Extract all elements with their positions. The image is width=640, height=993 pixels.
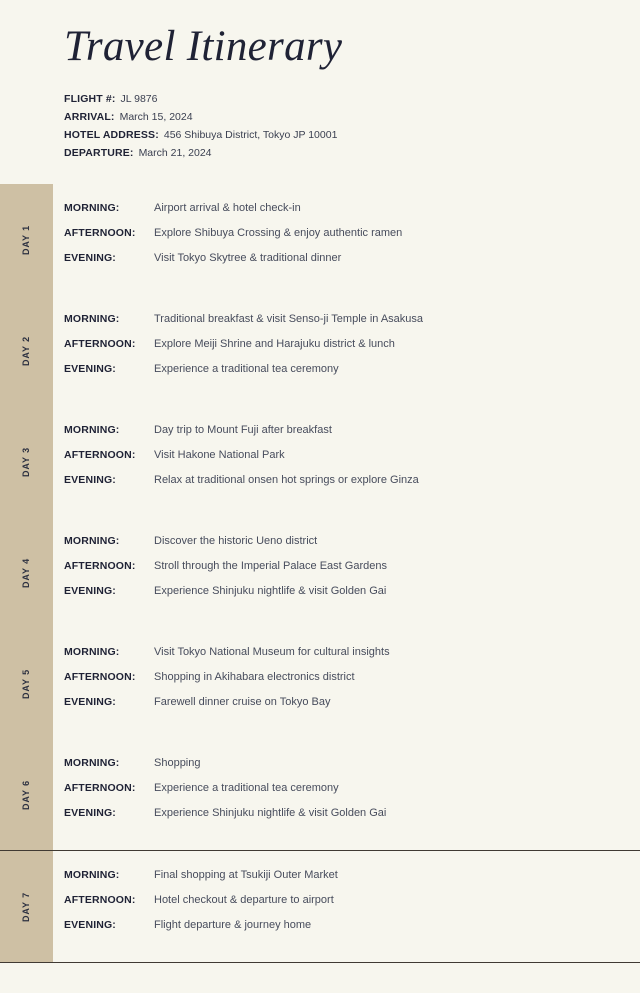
slot-row-morning-3	[64, 424, 640, 449]
slot-row-evening-5	[64, 696, 640, 721]
meta-value-arrival: March 15, 2024	[119, 111, 193, 123]
slot-label-evening-4: EVENING:	[64, 585, 116, 597]
day-block-2	[0, 295, 640, 406]
slot-row-afternoon-3	[64, 449, 640, 474]
trip-meta-list	[64, 90, 640, 162]
slot-activity-afternoon-6: Experience a traditional tea ceremony	[154, 782, 339, 794]
meta-value-departure: March 21, 2024	[138, 147, 212, 159]
slot-row-afternoon-1	[64, 227, 640, 252]
slot-label-evening-1: EVENING:	[64, 252, 116, 264]
slot-activity-evening-7: Flight departure & journey home	[154, 919, 312, 931]
slot-row-evening-4	[64, 585, 640, 610]
day-tab-3	[0, 406, 53, 517]
slot-activity-morning-6: Shopping	[154, 757, 201, 769]
slot-label-afternoon-6: AFTERNOON:	[64, 782, 136, 794]
slot-row-morning-7	[64, 869, 640, 894]
slot-activity-morning-7: Final shopping at Tsukiji Outer Market	[154, 869, 338, 881]
slot-label-evening-3: EVENING:	[64, 474, 116, 486]
slot-row-afternoon-4	[64, 560, 640, 585]
slot-label-afternoon-7: AFTERNOON:	[64, 894, 136, 906]
day-tab-2	[0, 295, 53, 406]
slot-activity-evening-2: Experience a traditional tea ceremony	[154, 363, 339, 375]
meta-label-flight: FLIGHT #:	[64, 93, 116, 105]
slot-row-evening-2	[64, 363, 640, 388]
meta-row-arrival	[64, 108, 640, 126]
slot-label-evening-5: EVENING:	[64, 696, 116, 708]
day-block-1	[0, 184, 640, 295]
slot-row-evening-3	[64, 474, 640, 499]
slot-label-afternoon-4: AFTERNOON:	[64, 560, 136, 572]
day-block-4	[0, 517, 640, 628]
slot-row-afternoon-7	[64, 894, 640, 919]
slot-label-evening-6: EVENING:	[64, 807, 116, 819]
slot-label-afternoon-1: AFTERNOON:	[64, 227, 136, 239]
slot-activity-afternoon-5: Shopping in Akihabara electronics district	[154, 671, 355, 683]
day-tab-label-7: DAY 7	[21, 891, 32, 922]
day-tab-label-2: DAY 2	[21, 335, 32, 366]
slot-row-evening-6	[64, 807, 640, 832]
day-tab-label-1: DAY 1	[21, 224, 32, 255]
day-block-3	[0, 406, 640, 517]
slot-row-evening-1	[64, 252, 640, 277]
slot-activity-afternoon-3: Visit Hakone National Park	[154, 449, 285, 461]
slot-activity-morning-1: Airport arrival & hotel check-in	[154, 202, 301, 214]
meta-row-departure	[64, 144, 640, 162]
day-tab-6	[0, 739, 53, 850]
day-rows-2	[53, 295, 640, 406]
slot-activity-evening-6: Experience Shinjuku nightlife & visit Golden Gai	[154, 807, 387, 819]
day-tab-7	[0, 851, 53, 962]
slot-activity-afternoon-2: Explore Meiji Shrine and Harajuku district & lunch	[154, 338, 395, 350]
slot-label-morning-2: MORNING:	[64, 313, 120, 325]
slot-row-morning-4	[64, 535, 640, 560]
slot-row-morning-6	[64, 757, 640, 782]
slot-activity-afternoon-7: Hotel checkout & departure to airport	[154, 894, 334, 906]
slot-activity-evening-1: Visit Tokyo Skytree & traditional dinner	[154, 252, 342, 264]
day-block-6	[0, 739, 640, 850]
slot-label-morning-5: MORNING:	[64, 646, 120, 658]
page-title: Travel Itinerary	[64, 23, 343, 70]
slot-activity-evening-4: Experience Shinjuku nightlife & visit Golden Gai	[154, 585, 387, 597]
day-rows-7	[53, 851, 640, 962]
slot-activity-morning-3: Day trip to Mount Fuji after breakfast	[154, 424, 332, 436]
slot-activity-afternoon-4: Stroll through the Imperial Palace East Gardens	[154, 560, 387, 572]
day-tab-label-4: DAY 4	[21, 557, 32, 588]
slot-label-morning-4: MORNING:	[64, 535, 120, 547]
slot-activity-afternoon-1: Explore Shibuya Crossing & enjoy authentic ramen	[154, 227, 403, 239]
slot-row-morning-1	[64, 202, 640, 227]
page-footer-spacer	[0, 963, 640, 993]
slot-label-morning-6: MORNING:	[64, 757, 120, 769]
slot-row-evening-7	[64, 919, 640, 944]
slot-row-morning-5	[64, 646, 640, 671]
meta-value-flight: JL 9876	[120, 93, 158, 105]
slot-activity-morning-2: Traditional breakfast & visit Senso-ji Temple in Asakusa	[154, 313, 424, 325]
document-header	[0, 0, 640, 162]
day-rows-4	[53, 517, 640, 628]
slot-activity-morning-5: Visit Tokyo National Museum for cultural insights	[154, 646, 390, 658]
day-tab-label-6: DAY 6	[21, 779, 32, 810]
day-tab-4	[0, 517, 53, 628]
day-tab-1	[0, 184, 53, 295]
day-tab-5	[0, 628, 53, 739]
meta-row-hotel-address	[64, 126, 640, 144]
slot-label-afternoon-2: AFTERNOON:	[64, 338, 136, 350]
day-tab-label-5: DAY 5	[21, 668, 32, 699]
slot-label-morning-3: MORNING:	[64, 424, 120, 436]
slot-label-morning-7: MORNING:	[64, 869, 120, 881]
slot-row-afternoon-5	[64, 671, 640, 696]
meta-label-arrival: ARRIVAL:	[64, 111, 115, 123]
slot-activity-evening-5: Farewell dinner cruise on Tokyo Bay	[154, 696, 331, 708]
slot-row-afternoon-2	[64, 338, 640, 363]
slot-label-morning-1: MORNING:	[64, 202, 120, 214]
slot-label-afternoon-5: AFTERNOON:	[64, 671, 136, 683]
slot-activity-morning-4: Discover the historic Ueno district	[154, 535, 318, 547]
day-block-7	[0, 850, 640, 963]
meta-label-departure: DEPARTURE:	[64, 147, 134, 159]
slot-row-morning-2	[64, 313, 640, 338]
meta-label-hotel-address: HOTEL ADDRESS:	[64, 129, 159, 141]
slot-label-afternoon-3: AFTERNOON:	[64, 449, 136, 461]
meta-row-flight	[64, 90, 640, 108]
itinerary-day-list	[0, 184, 640, 993]
day-tab-label-3: DAY 3	[21, 446, 32, 477]
day-rows-6	[53, 739, 640, 850]
meta-value-hotel-address: 456 Shibuya District, Tokyo JP 10001	[163, 129, 338, 141]
slot-label-evening-2: EVENING:	[64, 363, 116, 375]
day-rows-1	[53, 184, 640, 295]
day-rows-3	[53, 406, 640, 517]
slot-label-evening-7: EVENING:	[64, 919, 116, 931]
slot-row-afternoon-6	[64, 782, 640, 807]
slot-activity-evening-3: Relax at traditional onsen hot springs or explore Ginza	[154, 474, 419, 486]
day-rows-5	[53, 628, 640, 739]
day-block-5	[0, 628, 640, 739]
